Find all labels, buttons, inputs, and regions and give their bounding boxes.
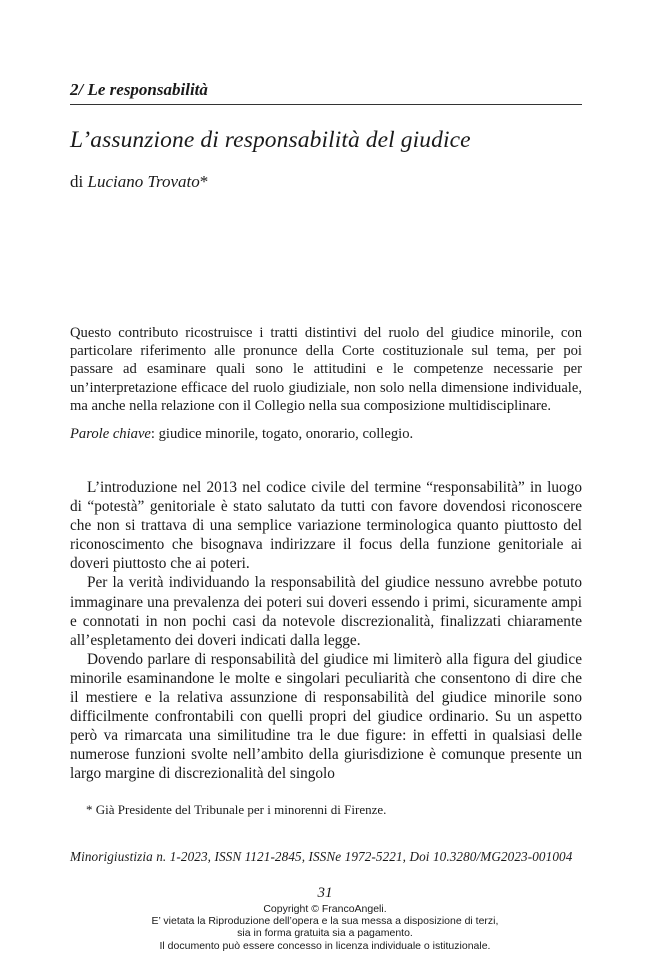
footnote: * Già Presidente del Tribunale per i minorenni di Firenze. xyxy=(86,802,387,817)
byline-prefix: di xyxy=(70,172,88,191)
article-title: L’assunzione di responsabilità del giudice xyxy=(70,127,471,153)
body-paragraph: Dovendo parlare di responsabilità del giudice mi limiterò alla figura del giudice minorile esaminandone le molte e singolari peculiarità che consentono di dire che il mestiere e la relativa assunzione di responsabilità del giudice minorile sono difficilmente confrontabili con quelli propri del giudice ordinario. Su un aspetto però va rimarcata una similitudine tra le due figure: in effetti in qualsiasi delle numerose funzioni svolte nell’ambito della giurisdizione è comunque presente un largo margine di discrezionalità del singolo xyxy=(70,650,582,783)
keywords xyxy=(70,426,582,443)
copyright-line: Copyright © FrancoAngeli. xyxy=(263,903,387,915)
keywords-label: Parole chiave xyxy=(70,426,151,442)
body-paragraph: Per la verità individuando la responsabilità del giudice nessuno avrebbe potuto immaginare una prevalenza dei poteri sui doveri essendo i primi, sicuramente ampi e connotati in non pochi casi da notevole discrezionalità, finalizzati chiaramente all’espletamento dei doveri indicati dalla legge. xyxy=(70,574,582,649)
author-footnote-mark: * xyxy=(199,172,209,191)
copyright-line: E’ vietata la Riproduzione dell’opera e la sua messa a disposizione di terzi, xyxy=(151,915,499,928)
copyright-line: Il documento può essere concesso in licenza individuale o istituzionale. xyxy=(159,939,491,952)
abstract: Questo contributo ricostruisce i tratti distintivi del ruolo del giudice minorile, con particolare riferimento alle pronunce della Corte costituzionale sul tema, per poi passare ad esaminare quali sono le attitudini e le competenze necessarie per un’interpretazione efficace del ruolo giudiziale, non solo nella dimensione individuale, ma anche nella relazione con il Collegio nella sua composizione multidisciplinare. xyxy=(70,325,582,414)
keywords-list: : giudice minorile, togato, onorario, collegio. xyxy=(150,426,414,442)
body-paragraph: L’introduzione nel 2013 nel codice civile del termine “responsabilità” in luogo di “potestà” genitoriale è stato salutato da tutti con favore dovendosi riconoscere che non si trattava di una semplice variazione terminologica quanto piuttosto del riconoscimento che bisognava indirizzare il focus della funzione genitoriale ai doveri piuttosto che ai poteri. xyxy=(70,479,582,573)
article-body xyxy=(70,478,582,784)
copyright-notice xyxy=(0,903,650,952)
page-number: 31 xyxy=(317,885,333,901)
copyright-line: sia in forma gratuita sia a pagamento. xyxy=(237,927,413,940)
journal-citation: Minorigiustizia n. 1-2023, ISSN 1121-2845, ISSNe 1972-5221, Doi 10.3280/MG2023-001004 xyxy=(70,849,573,864)
byline xyxy=(70,172,208,192)
section-heading: 2/ Le responsabilità xyxy=(70,80,208,99)
section-rule xyxy=(70,104,582,105)
author-name: Luciano Trovato xyxy=(87,172,200,191)
